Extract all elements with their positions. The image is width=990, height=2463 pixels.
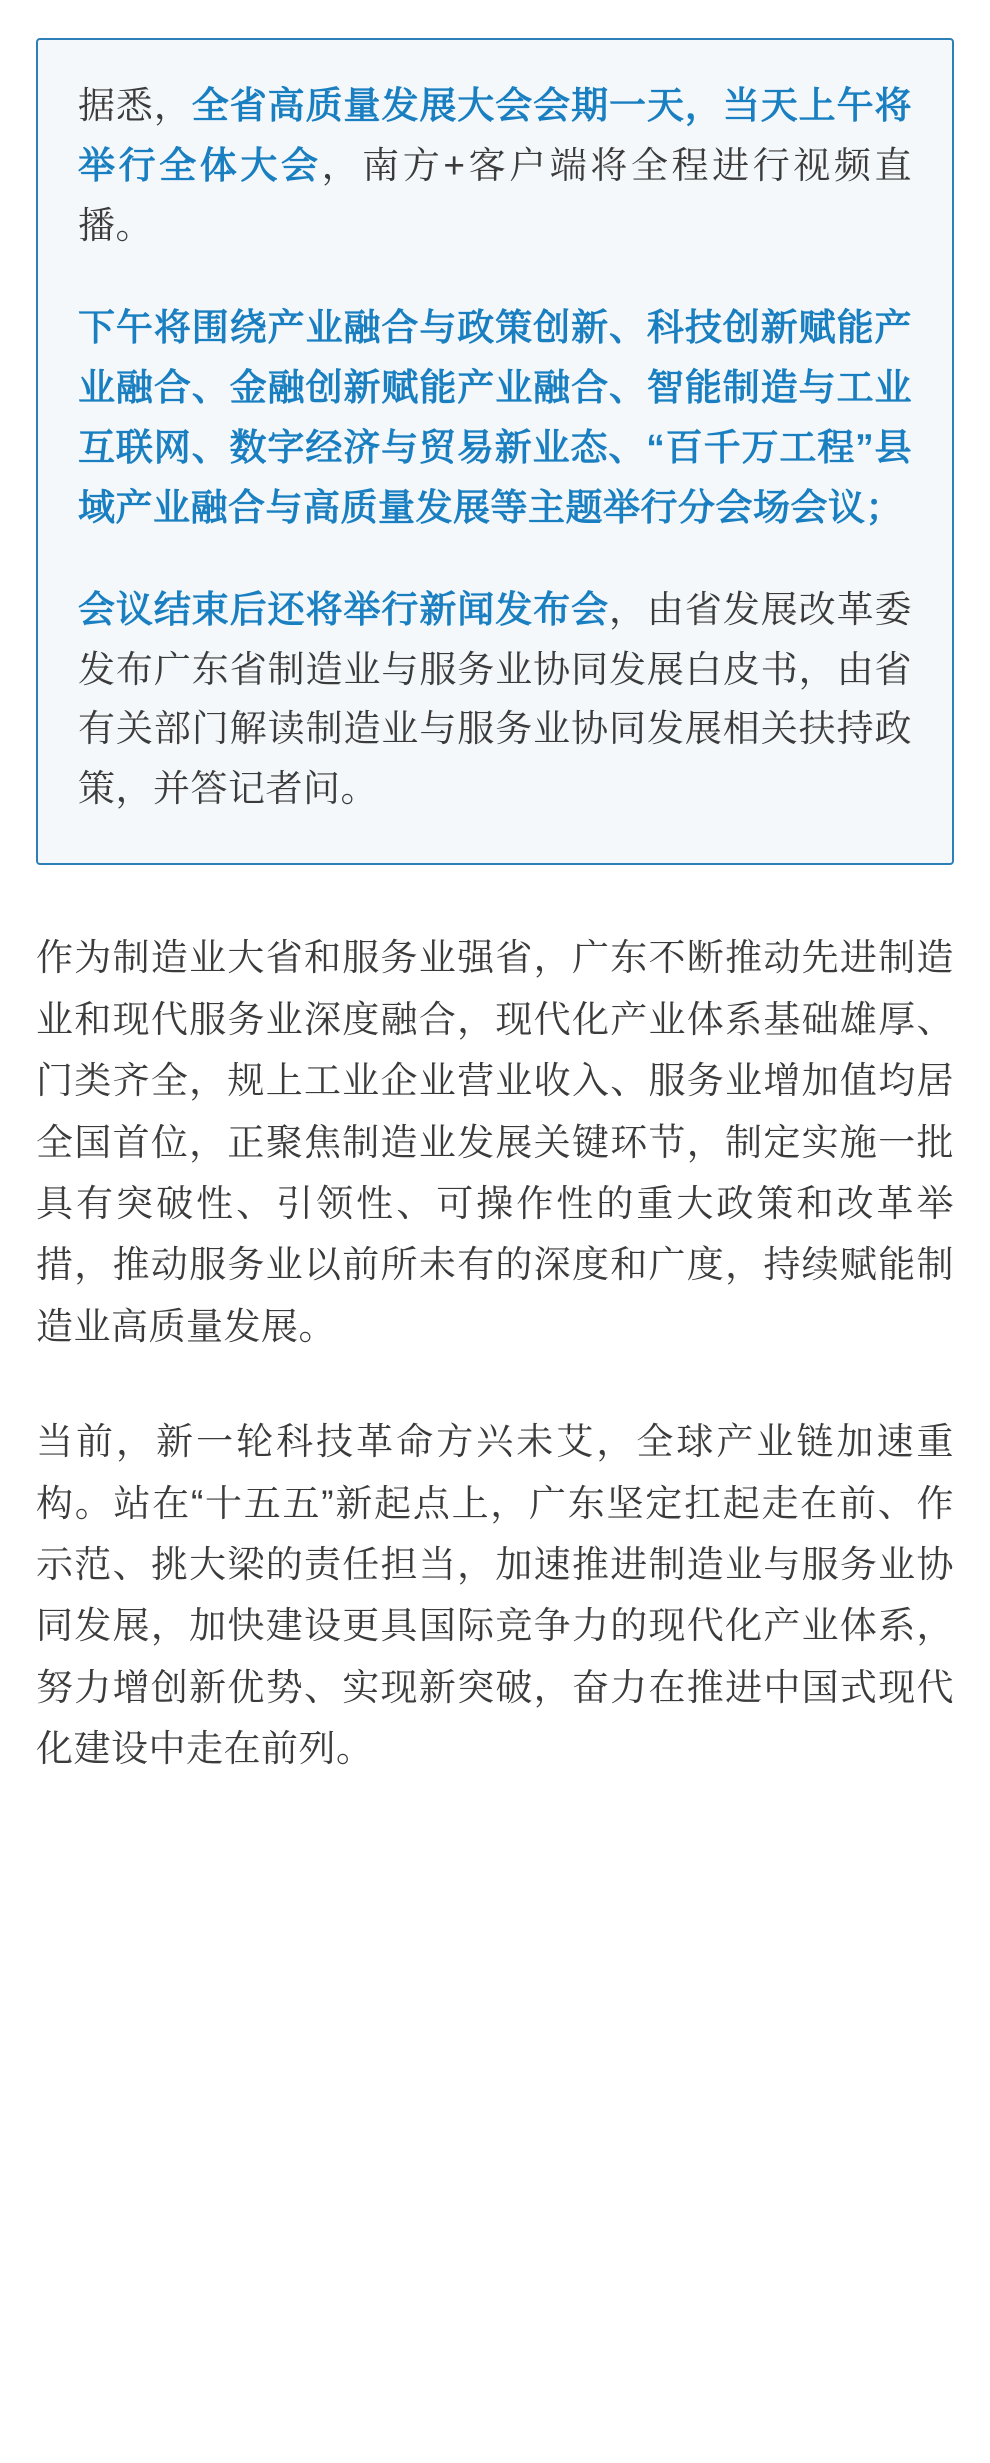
quote-text-plain: 据悉，	[78, 85, 192, 126]
highlight-quote-card	[36, 38, 954, 865]
quote-paragraph-1	[78, 76, 912, 256]
quote-text-plain: ，由省发展改革委发布广东省制造业与服务业协同发展白皮书，由省有关部门解读制造业与服务业协同发展相关扶持政策，并答记者问。	[78, 588, 912, 810]
body-paragraph-1: 作为制造业大省和服务业强省，广东不断推动先进制造业和现代服务业深度融合，现代化产业体系基础雄厚、门类齐全，规上工业企业营业收入、服务业增加值均居全国首位，正聚焦制造业发展关键环节，制定实施一批具有突破性、引领性、可操作性的重大政策和改革举措，推动服务业以前所未有的深度和广度，持续赋能制造业高质量发展。	[36, 937, 954, 1347]
quote-text-plain: ，南方+客户端将全程进行视频直播。	[78, 144, 913, 246]
quote-text-highlight: 会议结束后还将举行新闻发布会	[78, 588, 609, 630]
quote-text-highlight: 全省高质量发展大会会期一天，当天上午将举行全体大会	[78, 85, 913, 186]
quote-paragraph-2	[78, 298, 912, 538]
quote-paragraph-3	[78, 580, 912, 820]
quote-text-highlight: 下午将围绕产业融合与政策创新、科技创新赋能产业融合、金融创新赋能产业融合、智能制造与工业互联网、数字经济与贸易新业态、“百千万工程”县域产业融合与高质量发展等主题举行分会场会议；	[78, 306, 912, 528]
body-paragraph-2: 当前，新一轮科技革命方兴未艾，全球产业链加速重构。站在“十五五”新起点上，广东坚定扛起走在前、作示范、挑大梁的责任担当，加速推进制造业与服务业协同发展，加快建设更具国际竞争力的现代化产业体系，努力增创新优势、实现新突破，奋力在推进中国式现代化建设中走在前列。	[36, 1421, 954, 1770]
